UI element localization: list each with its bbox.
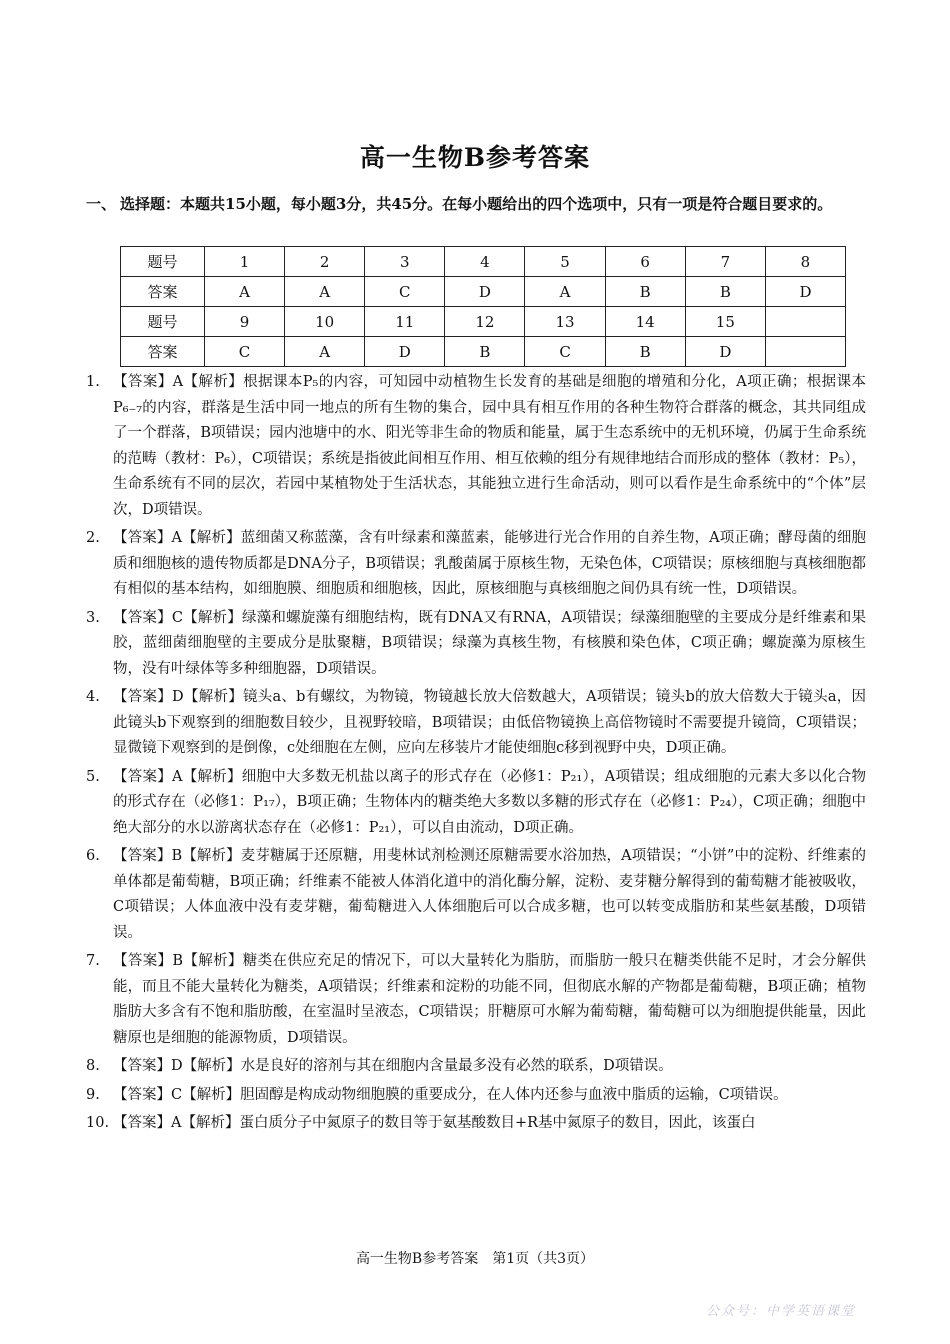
explanation-list xyxy=(86,370,866,1140)
answer-cell: B xyxy=(685,277,765,307)
question-number: 9. xyxy=(86,1086,100,1103)
answer-cell: C xyxy=(365,277,445,307)
question-number: 4. xyxy=(86,689,100,705)
list-item xyxy=(86,370,866,523)
list-item xyxy=(86,606,866,683)
table-row xyxy=(121,277,846,307)
question-number-cell: 9 xyxy=(205,307,285,337)
question-number-cell: 14 xyxy=(605,307,685,337)
answer-cell: B xyxy=(445,337,525,367)
question-number: 8. xyxy=(86,1058,100,1074)
question-number: 5. xyxy=(86,768,100,785)
page-footer: 高一生物B参考答案 第1页（共3页） xyxy=(355,1251,595,1267)
table-row xyxy=(121,337,846,367)
explanation-text: 【答案】D【解析】水是良好的溶剂与其在细胞内含量最多没有必然的联系，D项错误。 xyxy=(113,1058,673,1074)
answer-cell: A xyxy=(285,277,365,307)
list-item xyxy=(86,844,866,946)
question-number-cell: 6 xyxy=(605,247,685,277)
row-label: 答案 xyxy=(121,277,205,307)
list-item xyxy=(86,1083,866,1109)
question-number: 6. xyxy=(86,848,100,864)
explanation-text: 【答案】C【解析】绿藻和螺旋藻有细胞结构，既有DNA又有RNA，A项错误；绿藻细胞壁的主要成分是纤维素和果胶，蓝细菌细胞壁的主要成分是肽聚糖，B项错误；绿藻为真核生物，有核膜和染色体，C项正确；螺旋藻为原核生物，没有叶绿体等多种细胞器，D项错误。 xyxy=(113,609,866,677)
explanation-text: 【答案】A【解析】蛋白质分子中氮原子的数目等于氨基酸数目+R基中氮原子的数目，因此，该蛋白 xyxy=(113,1115,756,1131)
row-label: 答案 xyxy=(121,337,205,367)
question-number: 7. xyxy=(86,953,100,969)
explanation-text: 【答案】B【解析】麦芽糖属于还原糖，用斐林试剂检测还原糖需要水浴加热，A项错误；“小饼”中的淀粉、纤维素的单体都是葡萄糖，B项正确；纤维素不能被人体消化道中的消化酶分解，淀粉、麦芽糖分解得到的葡萄糖才能被吸收，C项错误；人体血液中没有麦芽糖，葡萄糖进入人体细胞后可以合成多糖，也可以转变成脂肪和某些氨基酸，D项错误。 xyxy=(113,848,866,941)
answer-cell: C xyxy=(525,337,605,367)
row-label: 题号 xyxy=(121,307,205,337)
answer-cell: A xyxy=(285,337,365,367)
answer-cell: A xyxy=(205,277,285,307)
list-item xyxy=(86,765,866,842)
explanation-text: 【答案】B【解析】糖类在供应充足的情况下，可以大量转化为脂肪，而脂肪一般只在糖类供能不足时，才会分解供能，而且不能大量转化为糖类，A项错误；纤维素和淀粉的功能不同，但彻底水解的产物都是葡萄糖，B项正确；植物脂肪大多含有不饱和脂肪酸，在室温时呈液态，C项错误；肝糖原可水解为葡萄糖，葡萄糖可以为细胞提供能量，因此糖原也是细胞的能源物质，D项错误。 xyxy=(113,953,866,1046)
row-label: 题号 xyxy=(121,247,205,277)
question-number-cell: 13 xyxy=(525,307,605,337)
answer-cell: D xyxy=(445,277,525,307)
answer-cell: D xyxy=(365,337,445,367)
answer-cell: B xyxy=(605,277,685,307)
question-number-cell: 8 xyxy=(765,247,845,277)
answer-cell: D xyxy=(685,337,765,367)
explanation-text: 【答案】A【解析】根据课本P₅的内容，可知园中动植物生长发育的基础是细胞的增殖和分化，A项正确；根据课本P₆₋₇的内容，群落是生活中同一地点的所有生物的集合，园中具有相互作用的各种生物符合群落的概念，其共同组成了一个群落，B项错误；园内池塘中的水、阳光等非生命的物质和能量，属于生态系统中的无机环境，仍属于生命系统的范畴（教材：P₆），C项错误；系统是指彼此间相互作用、相互依赖的组分有规律地结合而形成的整体（教材：P₅），生命系统有不同的层次，若园中某植物处于生活状态，其能独立进行生命活动，则可以看作是生命系统中的“个体”层次，D项错误。 xyxy=(113,374,866,518)
question-number-cell: 12 xyxy=(445,307,525,337)
question-number: 1. xyxy=(86,374,100,390)
answer-table xyxy=(120,246,846,367)
answer-cell: C xyxy=(205,337,285,367)
page-title: 高一生物B参考答案 xyxy=(359,143,591,172)
question-number-cell: 1 xyxy=(205,247,285,277)
explanation-text: 【答案】A【解析】细胞中大多数无机盐以离子的形式存在（必修1：P₂₁），A项错误；组成细胞的元素大多以化合物的形式存在（必修1：P₁₇），B项正确；生物体内的糖类绝大多数以多糖的形式存在（必修1：P₂₄），C项正确；细胞中绝大部分的水以游离状态存在（必修1：P₂₁），可以自由流动，D项正确。 xyxy=(113,768,866,836)
list-item xyxy=(86,1111,866,1137)
table-row xyxy=(121,247,846,277)
question-number-cell: 5 xyxy=(525,247,605,277)
question-number-cell: 4 xyxy=(445,247,525,277)
answer-cell xyxy=(765,337,845,367)
question-number: 2. xyxy=(86,530,100,546)
question-number-cell: 7 xyxy=(685,247,765,277)
table-row xyxy=(121,307,846,337)
explanation-text: 【答案】A【解析】蓝细菌又称蓝藻，含有叶绿素和藻蓝素，能够进行光合作用的自养生物，A项正确；酵母菌的细胞质和细胞核的遗传物质都是DNA分子，B项错误；乳酸菌属于原核生物，无染色体，C项错误；原核细胞与真核细胞都有相似的基本结构，如细胞膜、细胞质和细胞核，因此，原核细胞与真核细胞之间仍具有统一性，D项错误。 xyxy=(113,530,866,597)
list-item xyxy=(86,1054,866,1080)
section-heading xyxy=(86,192,868,216)
answer-cell: B xyxy=(605,337,685,367)
section-text: 选择题：本题共15小题，每小题3分，共45分。在每小题给出的四个选项中，只有一项是符合题目要求的。 xyxy=(120,195,833,213)
explanation-text: 【答案】C【解析】胆固醇是构成动物细胞膜的重要成分，在人体内还参与血液中脂质的运输，C项错误。 xyxy=(113,1086,788,1103)
answer-cell: A xyxy=(525,277,605,307)
question-number: 3. xyxy=(86,609,100,626)
question-number-cell: 11 xyxy=(365,307,445,337)
question-number: 10. xyxy=(86,1115,110,1131)
explanation-text: 【答案】D【解析】镜头a、b有螺纹，为物镜，物镜越长放大倍数越大，A项错误；镜头b的放大倍数大于镜头a，因此镜头b下观察到的细胞数目较少，且视野较暗，B项错误；由低倍物镜换上高倍物镜时不需要提升镜筒，C项错误；显微镜下观察到的是倒像，c处细胞在左侧，应向左移装片才能使细胞c移到视野中央，D项正确。 xyxy=(113,689,866,756)
question-number-cell: 2 xyxy=(285,247,365,277)
section-number: 一、 xyxy=(86,195,117,213)
question-number-cell: 10 xyxy=(285,307,365,337)
question-number-cell: 3 xyxy=(365,247,445,277)
list-item xyxy=(86,949,866,1051)
question-number-cell: 15 xyxy=(685,307,765,337)
answer-cell: D xyxy=(765,277,845,307)
watermark: 公众号：中学英语课堂 xyxy=(706,1304,857,1319)
list-item xyxy=(86,526,866,603)
question-number-cell xyxy=(765,307,845,337)
list-item xyxy=(86,685,866,762)
